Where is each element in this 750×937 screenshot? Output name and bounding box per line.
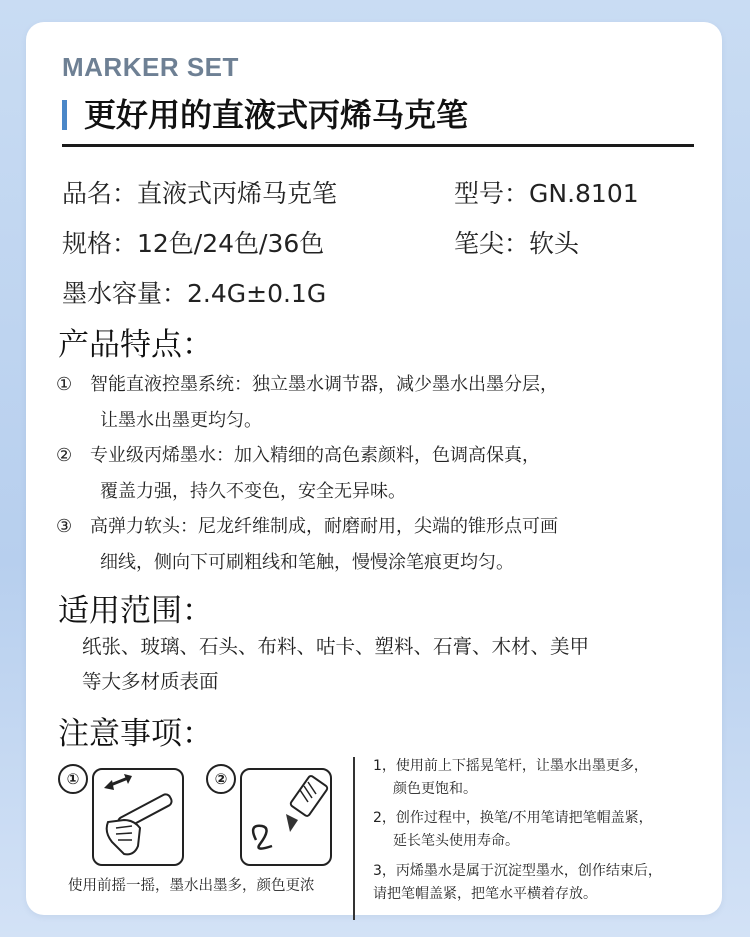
title-accent-bar [62,100,67,130]
note-line: 3，丙烯墨水是属于沉淀型墨水，创作结束后， [373,863,662,879]
feature-item [56,367,696,439]
spec-tip: 笔尖：软头 [454,229,580,258]
feature-line: 让墨水出墨更均匀。 [100,410,262,431]
shake-hand-icon [94,770,182,864]
feature-item [56,438,696,510]
note-line: 颜色更饱和。 [393,781,477,797]
note-item [373,860,662,906]
feature-number: ② [56,445,73,466]
feature-line: 专业级丙烯墨水：加入精细的高色素颜料，色调高保真， [90,445,540,466]
feature-item [56,509,696,581]
note-line: 1，使用前上下摇晃笔杆，让墨水出墨更多， [373,758,648,774]
spec-size: 规格：12色/24色/36色 [62,229,325,258]
notes-divider [353,757,355,920]
feature-line: 细线，侧向下可刷粗线和笔触，慢慢涂笔痕更均匀。 [100,552,514,573]
product-card [26,22,722,915]
page-title: 更好用的直液式丙烯马克笔 [84,96,469,134]
shake-illustration [92,768,184,866]
feature-line: 智能直液控墨系统：独立墨水调节器，减少墨水出墨分层， [90,374,558,395]
note-item [373,755,648,801]
spec-model: 型号：GN.8101 [454,179,639,208]
step-number: ② [206,764,236,794]
pen-stroke-icon [242,770,330,864]
feature-line: 高弹力软头：尼龙纤维制成，耐磨耐用，尖端的锥形点可画 [90,516,558,537]
feature-number: ③ [56,516,73,537]
title-divider [62,144,694,147]
note-line: 请把笔帽盖紧，把笔水平横着存放。 [373,886,597,902]
usage-heading: 适用范围： [58,593,213,629]
note-item [373,807,653,853]
step-number: ① [58,764,88,794]
spec-product-name: 品名：直液式丙烯马克笔 [62,179,338,208]
note-line: 2，创作过程中，换笔/不用笔请把笔帽盖紧， [373,810,653,826]
feature-line: 覆盖力强，持久不变色，安全无异味。 [100,481,406,502]
spec-ink-capacity: 墨水容量：2.4G±0.1G [62,279,327,308]
usage-line: 纸张、玻璃、石头、布料、咕卡、塑料、石膏、木材、美甲 [82,635,590,658]
draw-illustration [240,768,332,866]
feature-number: ① [56,374,73,395]
usage-line: 等大多材质表面 [82,670,219,693]
marker-set-tag: MARKER SET [62,52,239,82]
notes-heading: 注意事项： [58,716,213,752]
note-line: 延长笔头使用寿命。 [393,833,519,849]
shake-caption: 使用前摇一摇，墨水出墨多，颜色更浓 [68,878,315,894]
features-heading: 产品特点： [58,327,213,363]
